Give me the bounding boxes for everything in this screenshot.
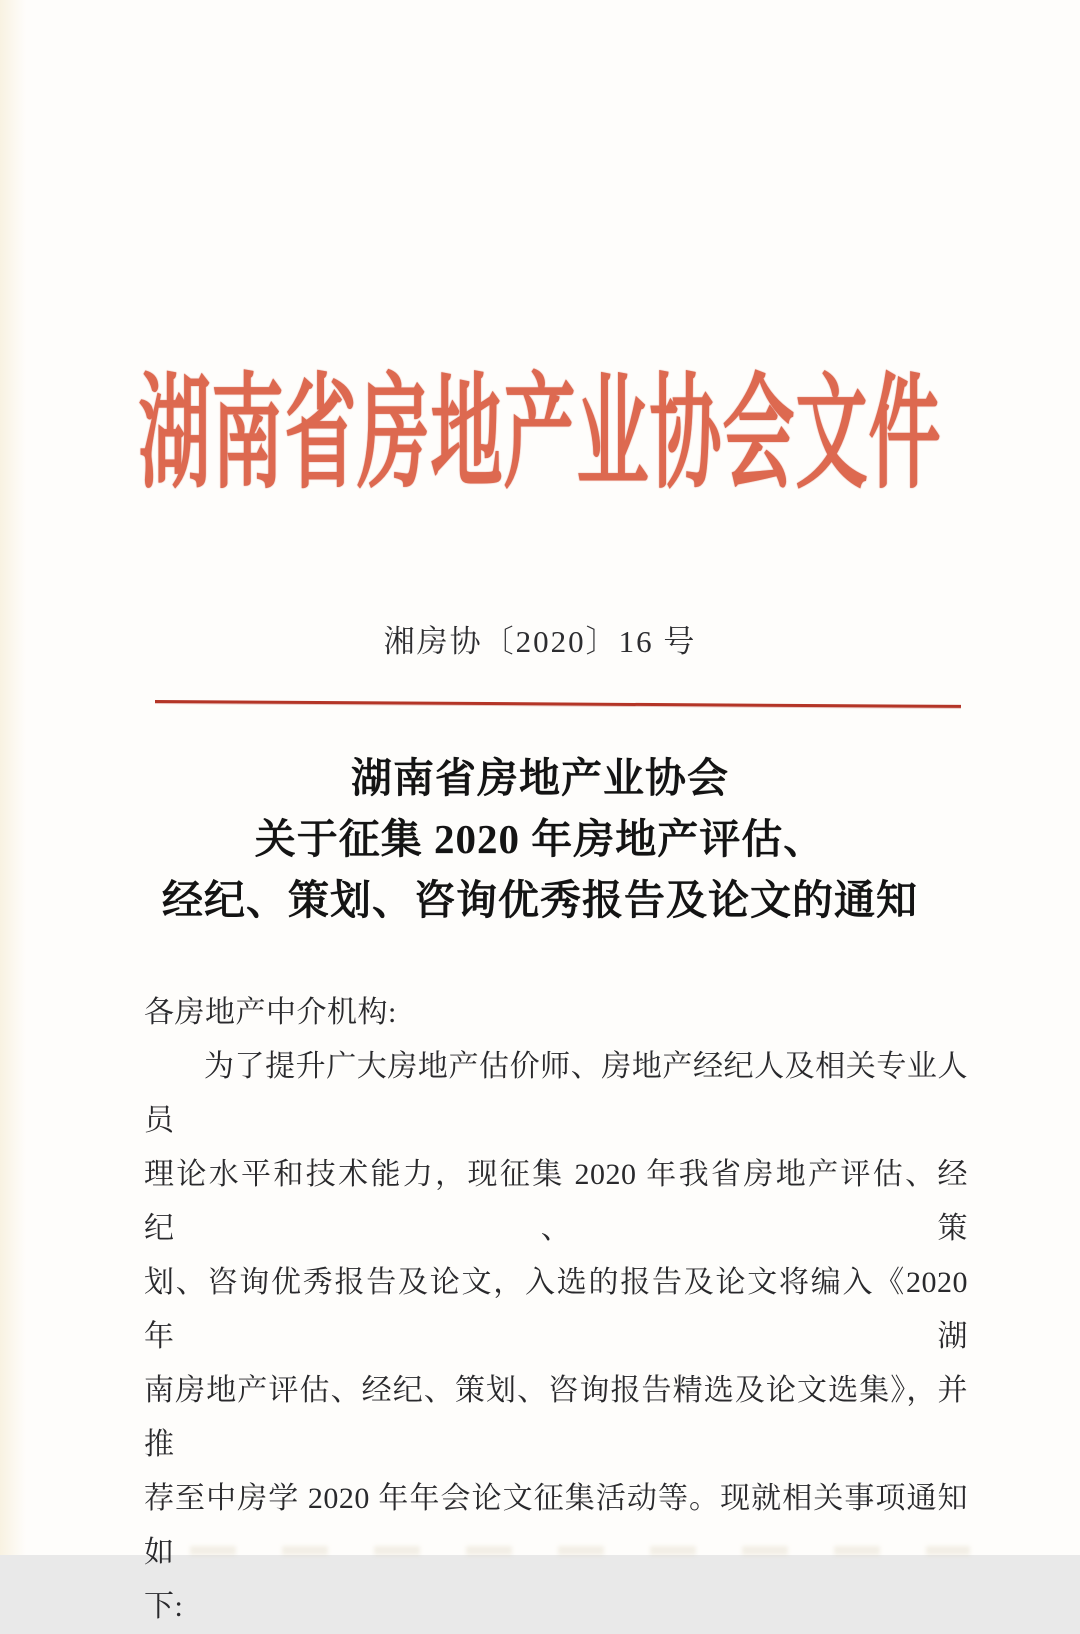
paragraph-line: 南房地产评估、经纪、策划、咨询报告精选及论文选集》，并推 — [144, 1374, 968, 1461]
letterhead — [0, 366, 1080, 542]
notice-title — [0, 748, 1080, 931]
paragraph-line: 下: — [144, 1590, 184, 1623]
salutation: 各房地产中介机构: — [144, 996, 397, 1029]
paragraph-line: 荐至中房学 2020 年年会论文征集活动等。现就相关事项通知如 — [144, 1482, 968, 1569]
red-divider-line — [155, 700, 961, 708]
paragraph-line: 理论水平和技术能力，现征集 2020 年我省房地产评估、经纪、策 — [144, 1158, 968, 1245]
notice-title-line-2: 关于征集 2020 年房地产评估、 — [254, 816, 826, 862]
document-number: 湘房协〔2020〕16 号 — [383, 624, 697, 659]
paragraph-line: 划、咨询优秀报告及论文，入选的报告及论文将编入《2020 年湖 — [144, 1266, 968, 1353]
document-body — [144, 986, 968, 1634]
letterhead-title: 湖南省房地产业协会文件 — [138, 366, 942, 504]
notice-title-line-1: 湖南省房地产业协会 — [351, 755, 729, 801]
paragraph-line: 为了提升广大房地产估价师、房地产经纪人及相关专业人员 — [144, 1050, 968, 1137]
notice-title-line-3: 经纪、策划、咨询优秀报告及论文的通知 — [162, 877, 918, 923]
